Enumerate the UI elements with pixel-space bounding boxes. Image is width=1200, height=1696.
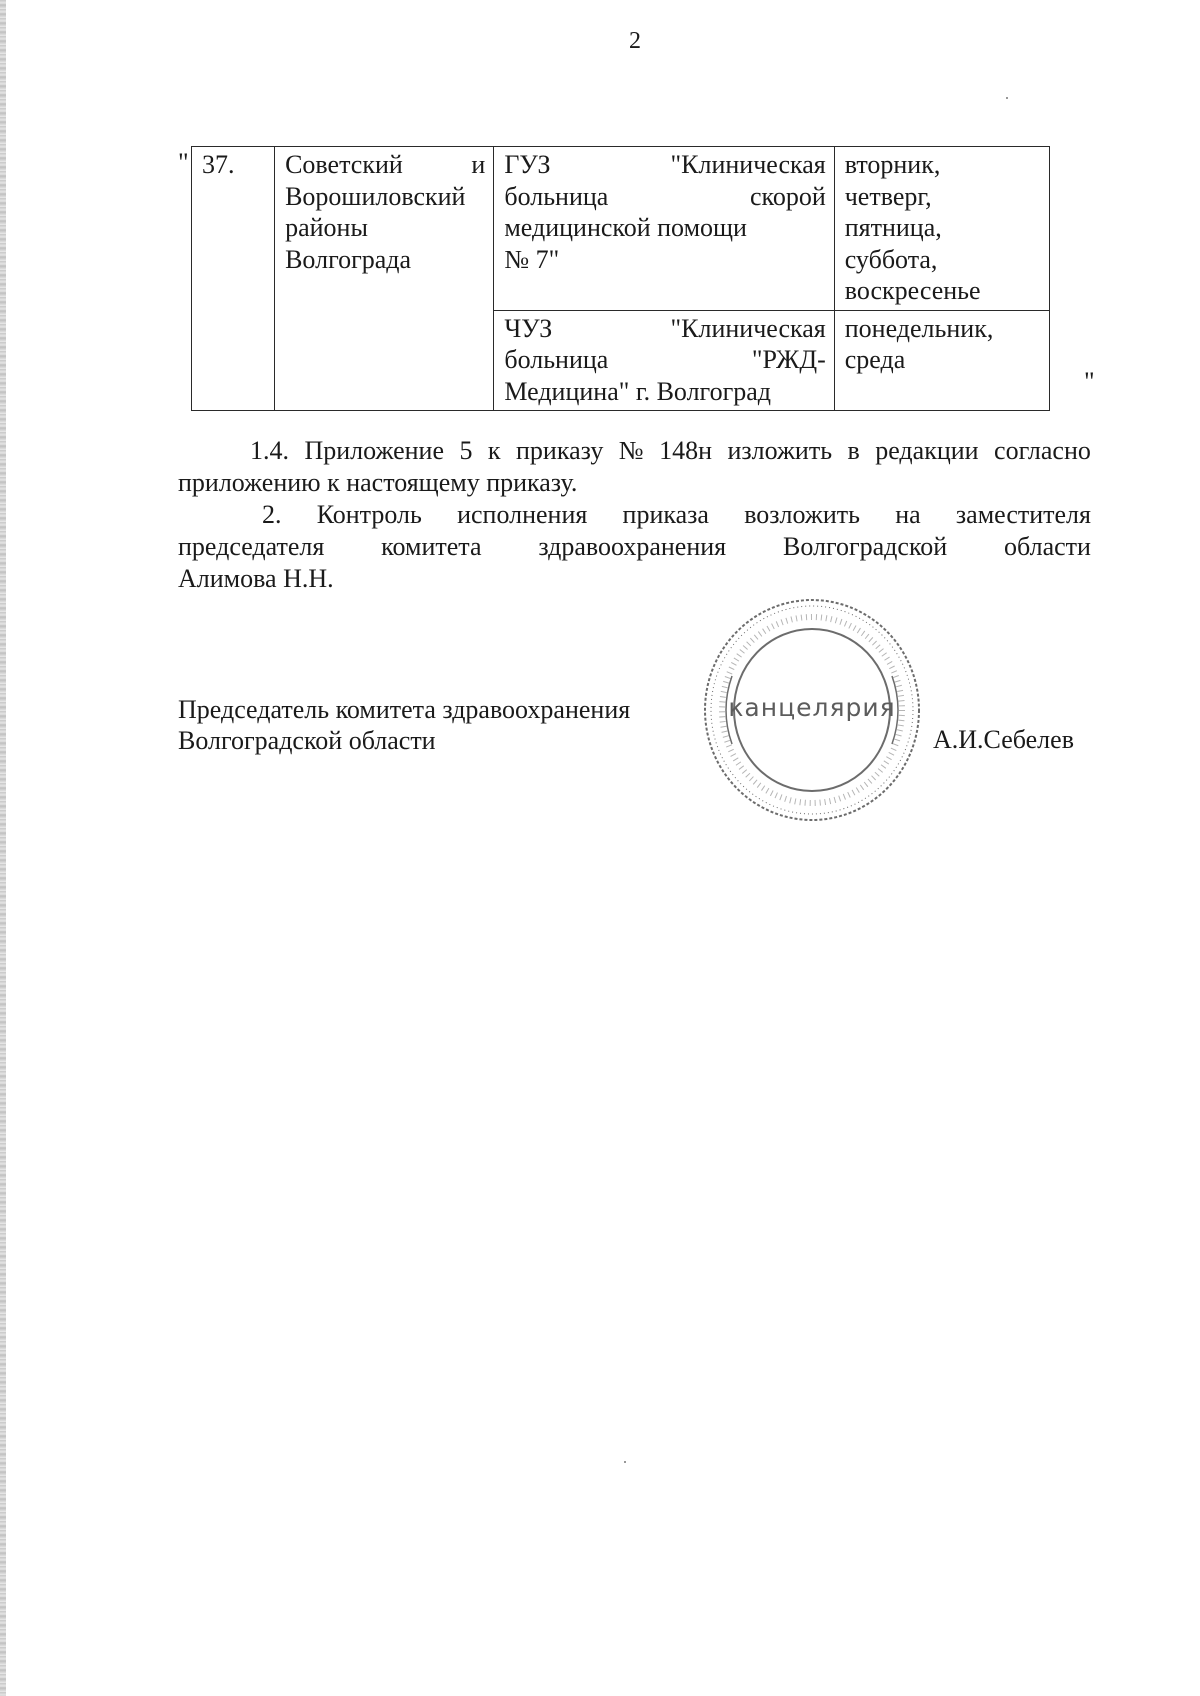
row-number: 37. — [192, 147, 275, 411]
hospital-word: "Клиническая — [670, 313, 826, 343]
word: Приложение — [304, 436, 444, 465]
schedule-table — [191, 146, 1050, 411]
days-cell — [834, 310, 1049, 411]
signatory-title-line: Председатель комитета здравоохранения — [178, 695, 631, 724]
paragraph-line: Алимова Н.Н. — [178, 564, 334, 593]
word: приказу — [516, 436, 604, 465]
table-open-quote: " — [178, 148, 189, 177]
district-line: Волгограда — [285, 244, 412, 274]
word: к — [487, 436, 501, 465]
word: исполнения — [457, 500, 588, 529]
scan-speck — [624, 1461, 626, 1463]
hospital-cell — [494, 147, 834, 311]
district-word: и — [471, 150, 486, 179]
table-row — [192, 147, 1050, 311]
hospital-cell — [494, 310, 834, 411]
word: Волгоградской — [782, 532, 948, 561]
word: № — [618, 436, 644, 465]
signatory-title-line: Волгоградской области — [178, 726, 436, 755]
word: изложить — [727, 436, 833, 465]
word: здравоохранения — [538, 532, 727, 561]
office-stamp — [700, 594, 925, 826]
district-line: Ворошиловский — [285, 181, 466, 211]
word: редакции — [875, 436, 979, 465]
day-line: среда — [844, 345, 906, 374]
day-line: четверг, — [844, 181, 932, 211]
word: 2. — [262, 500, 282, 529]
hospital-word: больница — [504, 181, 609, 211]
word: области — [1004, 532, 1091, 561]
word: Контроль — [316, 500, 422, 529]
district-word: Советский — [285, 150, 403, 179]
district-line — [285, 149, 485, 181]
day-line: воскресенье — [844, 276, 981, 305]
hospital-word: ЧУЗ — [504, 313, 553, 343]
days-cell — [834, 147, 1049, 311]
page-number: 2 — [629, 28, 641, 54]
paragraph-line: приложению к настоящему приказу. — [178, 468, 578, 497]
hospital-word: скорой — [749, 181, 826, 211]
hospital-line — [504, 313, 825, 345]
hospital-word: "РЖД- — [751, 345, 826, 374]
hospital-line — [504, 181, 825, 213]
hospital-word: больница — [504, 345, 609, 374]
day-line: понедельник, — [844, 313, 994, 343]
paragraph-line — [178, 435, 1091, 467]
word: заместителя — [955, 500, 1091, 529]
hospital-line — [504, 149, 825, 181]
hospital-line — [504, 344, 825, 376]
day-line: пятница, — [844, 213, 942, 242]
word: 5 — [459, 436, 473, 465]
paragraph-line — [178, 531, 1091, 563]
word: на — [895, 500, 921, 529]
district-cell — [275, 147, 494, 411]
day-line: суббота, — [844, 244, 938, 274]
word: председателя — [178, 532, 325, 561]
word: возложить — [744, 500, 860, 529]
table-close-quote: " — [1084, 367, 1095, 396]
paragraph-line — [178, 499, 1091, 531]
signatory-title — [178, 694, 630, 756]
scan-edge — [0, 0, 6, 1696]
word: в — [847, 436, 860, 465]
hospital-word: "Клиническая — [670, 150, 826, 179]
stamp-label: канцелярия — [728, 693, 896, 722]
hospital-line: Медицина" г. Волгоград — [504, 376, 772, 406]
word: комитета — [381, 532, 482, 561]
word: согласно — [994, 436, 1091, 465]
hospital-word: ГУЗ — [504, 150, 551, 179]
paragraph-2 — [178, 499, 1091, 595]
hospital-line: № 7" — [504, 244, 560, 274]
day-line: вторник, — [844, 150, 941, 179]
signatory-name: А.И.Себелев — [933, 725, 1074, 754]
paragraph-1-4 — [178, 435, 1091, 499]
scan-speck — [1006, 97, 1008, 99]
word: приказа — [622, 500, 709, 529]
word: 148н — [659, 436, 712, 465]
district-line: районы — [285, 213, 368, 242]
word: 1.4. — [250, 436, 289, 465]
hospital-line: медицинской помощи — [504, 213, 747, 242]
